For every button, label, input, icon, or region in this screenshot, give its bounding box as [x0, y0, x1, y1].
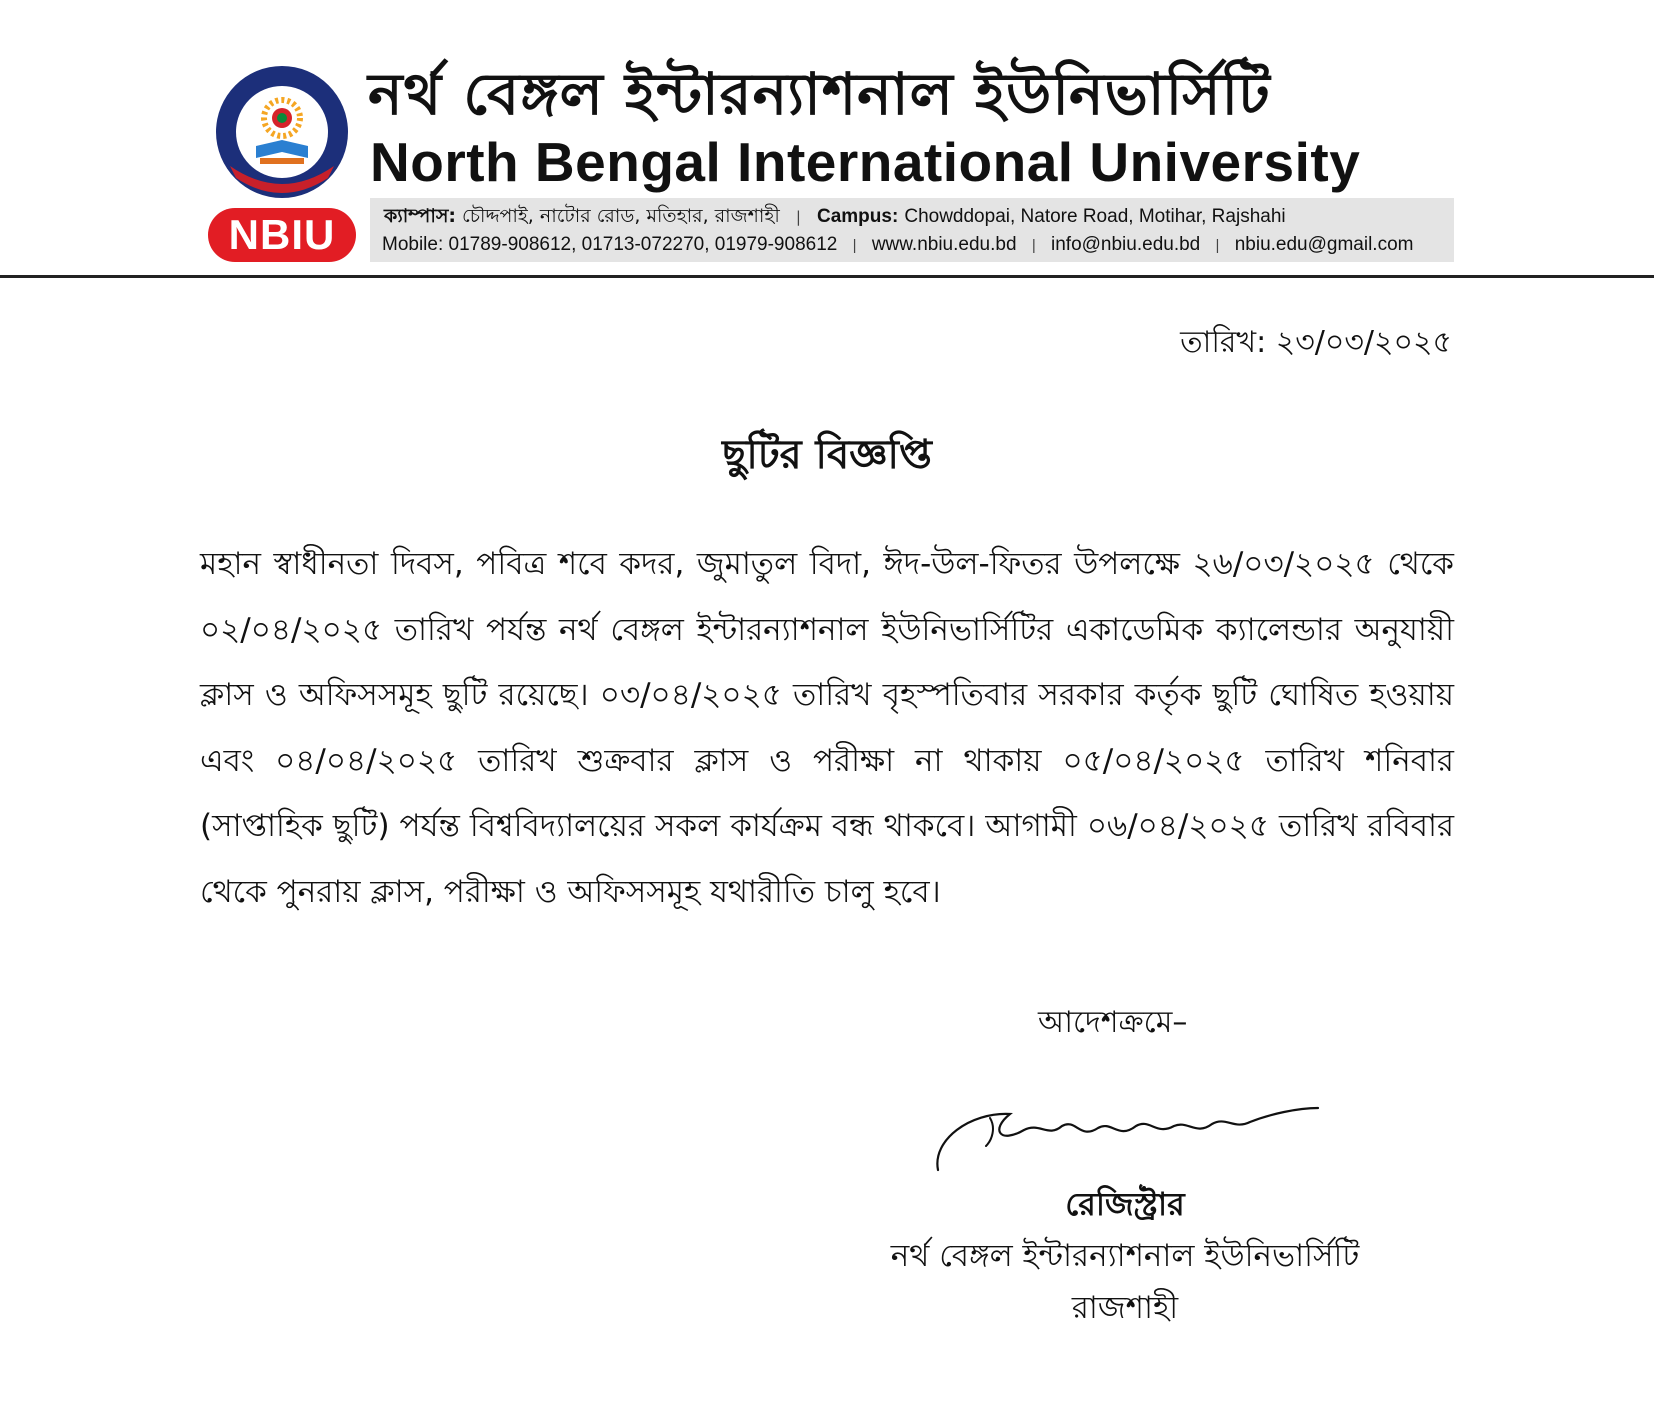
notice-heading: ছুটির বিজ্ঞপ্তি: [722, 432, 932, 478]
logo-base-bar: [260, 158, 304, 164]
signatory-city: রাজশাহী: [1071, 1290, 1179, 1326]
logo-green-center: [277, 113, 287, 123]
separator: |: [795, 208, 801, 226]
university-title-english: North Bengal International University: [370, 131, 1361, 193]
notice-date: তারিখ: ২৩/০৩/২০২৫: [1180, 325, 1452, 360]
university-title-bangla: নর্থ বেঙ্গল ইন্টারন্যাশনাল ইউনিভার্সিটি: [368, 60, 1271, 128]
contact-line: [382, 232, 1446, 258]
campus-label-english: Campus:: [817, 206, 899, 227]
campus-label-bangla: ক্যাম্পাস:: [384, 205, 456, 227]
university-logo: [212, 62, 352, 202]
signatory-organization: নর্থ বেঙ্গল ইন্টারন্যাশনাল ইউনিভার্সিটি: [890, 1238, 1360, 1274]
email-link-info[interactable]: info@nbiu.edu.bd: [1051, 234, 1201, 255]
nbiu-badge: NBIU: [208, 208, 356, 262]
mobile-numbers: Mobile: 01789-908612, 01713-072270, 01979-908612: [382, 234, 838, 255]
signatory-title: রেজিস্ট্রার: [1065, 1185, 1185, 1223]
header-divider: [0, 275, 1654, 278]
notice-body: মহান স্বাধীনতা দিবস, পবিত্র শবে কদর, জুমাতুল বিদা, ঈদ-উল-ফিতর উপলক্ষে ২৬/০৩/২০২৫ থেকে ০২/০৪/২০২৫ তারিখ পর্যন্ত নর্থ বেঙ্গল ইন্টারন্যাশনাল ইউনিভার্সিটির একাডেমিক ক্যালেন্ডার অনুযায়ী ক্লাস ও অফিসসমূহ ছুটি রয়েছে। ০৩/০৪/২০২৫ তারিখ বৃহস্পতিবার সরকার কর্তৃক ছুটি ঘোষিত হওয়ায় এবং ০৪/০৪/২০২৫ তারিখ শুক্রবার ক্লাস ও পরীক্ষা না থাকায় ০৫/০৪/২০২৫ তারিখ শনিবার (সাপ্তাহিক ছুটি) পর্যন্ত বিশ্ববিদ্যালয়ের সকল কার্যক্রম বন্ধ থাকবে। আগামী ০৬/০৪/২০২৫ তারিখ রবিবার থেকে পুনরায় ক্লাস, পরীক্ষা ও অফিসসমূহ যথারীতি চালু হবে।: [200, 546, 1454, 910]
separator: |: [1031, 237, 1036, 254]
campus-address-english: Chowddopai, Natore Road, Motihar, Rajshahi: [904, 206, 1286, 227]
campus-address-bangla: চৌদ্দপাই, নাটোর রোড, মতিহার, রাজশাহী: [462, 205, 780, 227]
campus-line: [384, 202, 1444, 230]
website-link[interactable]: www.nbiu.edu.bd: [871, 234, 1017, 255]
contact-info-box: [370, 198, 1454, 262]
letterhead: [0, 0, 1654, 280]
order-line: আদেশক্রমে–: [1038, 1005, 1188, 1040]
email-link-gmail[interactable]: nbiu.edu@gmail.com: [1234, 234, 1414, 255]
separator: |: [1215, 237, 1220, 254]
separator: |: [852, 237, 857, 254]
